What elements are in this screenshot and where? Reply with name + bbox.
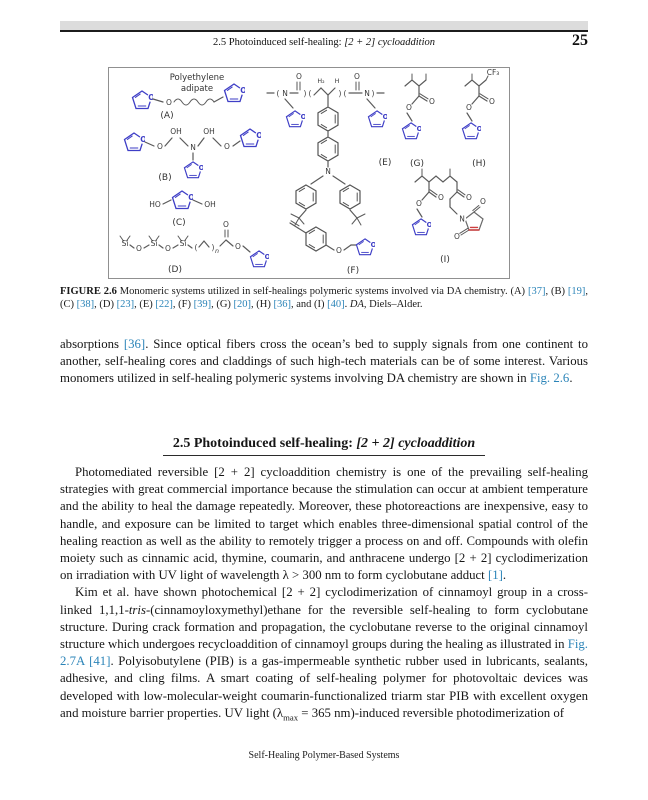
atom-oh: OH xyxy=(203,127,215,136)
citation-link[interactable]: Fig. 2.7A [41] xyxy=(60,637,588,669)
text-segment: , (E) xyxy=(134,299,156,310)
structure-c xyxy=(149,191,216,228)
paragraph-kim-et-al xyxy=(60,584,588,726)
atom-o: O xyxy=(166,98,172,107)
text-segment: , Diels–Alder. xyxy=(363,299,423,310)
text-segment: , (G) xyxy=(211,299,234,310)
atom-h2: H₂ xyxy=(317,78,325,85)
text-segment: , and (I) xyxy=(291,299,328,310)
atom-n: N xyxy=(325,167,331,176)
text-segment: . xyxy=(344,299,350,310)
structure-label-c: (C) xyxy=(172,218,186,228)
atom-o: O xyxy=(480,197,486,206)
atom-oh: OH xyxy=(170,127,182,136)
atom-cf3: CF₃ xyxy=(486,68,500,77)
atom-o: O xyxy=(429,97,435,106)
text-segment: tris xyxy=(128,602,146,617)
section-heading xyxy=(60,434,588,456)
citation-link[interactable]: [36] xyxy=(123,337,146,351)
text-segment: . xyxy=(502,568,507,583)
citation-link[interactable]: [23] xyxy=(116,299,135,310)
text-segment: , (F) xyxy=(172,299,194,310)
citation-link[interactable]: Fig. 2.6 xyxy=(529,371,570,386)
text-segment: 2.5 Photoinduced self-healing: xyxy=(212,37,345,48)
atom-si: Si xyxy=(121,239,129,248)
atom-si: Si xyxy=(179,239,187,248)
paren-open: ( xyxy=(343,89,347,98)
header-bar xyxy=(60,21,588,32)
citation-link[interactable]: [1] xyxy=(487,568,503,583)
text-segment: DA xyxy=(349,299,364,310)
paren-close: ) xyxy=(371,89,375,98)
structure-label-h: (H) xyxy=(472,159,486,169)
text-segment: max xyxy=(283,712,299,723)
text-segment: -(cinnamoyloxymethyl)ethane for the reversible self-healing to form cyclobutane structure. During crack formation and propagation, the cyclobutane reverse to the original cinnamoyl structure which undergoes recycloaddition of cinnamoyl groups during the healing as illustrated in xyxy=(60,602,588,652)
annotation-adipate: adipate xyxy=(180,84,214,94)
paren-open: ( xyxy=(194,243,198,252)
structure-h xyxy=(462,68,499,169)
text-segment: . xyxy=(569,371,573,386)
figure-caption xyxy=(60,285,588,311)
body-text xyxy=(60,464,588,727)
running-head xyxy=(60,37,588,48)
paragraph-absorptions xyxy=(60,336,588,388)
text-segment: [2 + 2] cycloaddition xyxy=(344,37,436,48)
paren-close: ) xyxy=(211,243,215,252)
structure-label-a: (A) xyxy=(160,111,174,121)
page-number: 25 xyxy=(572,32,588,49)
atom-o: O xyxy=(136,244,142,253)
text-segment: 2.5 Photoinduced self-healing: xyxy=(172,436,357,451)
atom-o: O xyxy=(223,220,229,229)
atom-o: O xyxy=(165,244,171,253)
atom-o: O xyxy=(466,193,472,202)
text-segment: , (C) xyxy=(60,286,589,310)
atom-n: N xyxy=(364,89,370,98)
atom-o: O xyxy=(354,72,360,81)
atom-n: N xyxy=(459,214,465,224)
structure-d xyxy=(120,220,272,275)
structure-label-b: (B) xyxy=(158,173,172,183)
structure-b xyxy=(125,127,264,183)
text-segment: Photomediated reversible [2 + 2] cycloaddition chemistry is one of the prevailing self-healing strategies with great commercial importance because the stimulation can occur at ambient temperature and the ability to heal the damage repeatedly. Moreover, these photoreactions are inexpensive, easy to handle, and exposure can be limited to target which enables three-dimensional spatial control of the healing reaction as well as the ability to remotely trigger a process on and off. Compounds with olefin moiety such as cinnamic acid, thymine, coumarin, and anthracene undergo [2 + 2] cyclodimerization on irradiation with UV light of wavelength λ > 300 nm to form cyclobutane adduct xyxy=(60,465,588,583)
atom-o: O xyxy=(224,142,230,151)
atom-o: O xyxy=(454,232,460,241)
section-heading-text xyxy=(163,436,485,456)
text-segment: FIGURE 2.6 xyxy=(60,286,117,297)
citation-link[interactable]: [36] xyxy=(273,299,291,310)
annotation-polyethylene: Polyethylene xyxy=(169,73,225,83)
text-segment: . Polyisobutylene (PIB) is a gas-impermeable synthetic rubber used in lubricants, sealants, adhesive, and cling films. A smart coating of self-healing polymer for photovoltaic devices was developed with low-molecular-weight coumarin-functionalized triarm star PIB with excellent oxygen and moisture barrier properties. UV light (λ xyxy=(60,654,588,720)
citation-link[interactable]: [40] xyxy=(327,299,345,310)
text-segment: [2 + 2] cycloaddition xyxy=(356,436,476,451)
structure-g xyxy=(402,74,435,169)
atom-o: O xyxy=(157,142,163,151)
atom-o: O xyxy=(296,72,302,81)
atom-n: N xyxy=(190,143,196,152)
paren-close: ) xyxy=(303,89,307,98)
text-segment: , (B) xyxy=(545,286,568,297)
atom-o: O xyxy=(489,97,495,106)
paragraph-photomediated xyxy=(60,464,588,584)
citation-link[interactable]: [37] xyxy=(527,286,546,297)
structure-i xyxy=(412,169,486,265)
structure-f xyxy=(290,221,378,276)
structure-e xyxy=(267,72,391,225)
page-footer: Self-Healing Polymer-Based Systems xyxy=(248,750,400,761)
citation-link[interactable]: [39] xyxy=(193,299,212,310)
paren-close: ) xyxy=(338,89,342,98)
text-segment: , (D) xyxy=(94,299,117,310)
text-segment: Kim et al. have shown photochemical [2 + 2] cyclodimerization of cinnamoyl group in a cross-linked 1,1,1- xyxy=(60,585,588,617)
citation-link[interactable]: [38] xyxy=(76,299,95,310)
paren-open: ( xyxy=(308,89,312,98)
repeat-n: n xyxy=(215,248,219,255)
text-segment: . Since optical fibers cross the ocean’s bed to supply signals from one continent to another, self-healing cores and claddings of such high-tech materials can be of some interest. Various monomers utilized in self-healing polymeric systems involving DA chemistry are shown in xyxy=(60,337,588,386)
atom-o: O xyxy=(406,103,412,112)
citation-link[interactable]: [22] xyxy=(155,299,173,310)
structure-label-f: (F) xyxy=(346,266,360,276)
atom-h: H xyxy=(334,78,340,85)
paren-open: ( xyxy=(276,89,280,98)
atom-o: O xyxy=(235,242,241,251)
text-segment: Monomeric systems utilized in self-healings polymeric systems involved via DA chemistry. (A) xyxy=(116,286,528,297)
atom-si: Si xyxy=(150,239,158,248)
structure-label-i: (I) xyxy=(440,255,450,265)
text-segment: absorptions xyxy=(60,337,124,351)
atom-o: O xyxy=(466,103,472,112)
atom-n: N xyxy=(282,89,288,98)
text-segment: , (H) xyxy=(251,299,274,310)
atom-o: O xyxy=(438,193,444,202)
atom-oh: OH xyxy=(204,200,216,209)
atom-o: O xyxy=(336,246,342,255)
atom-ho: HO xyxy=(149,200,161,209)
figure-2-6-artwork xyxy=(109,68,509,278)
citation-link[interactable]: [19] xyxy=(567,286,586,297)
text-segment: = 365 nm)-induced reversible photodimerization of xyxy=(298,705,565,720)
structure-label-g: (G) xyxy=(410,159,424,169)
structure-label-d: (D) xyxy=(168,265,182,275)
citation-link[interactable]: [20] xyxy=(233,299,252,310)
figure-panel xyxy=(108,67,510,279)
structure-a xyxy=(133,73,248,121)
structure-label-e: (E) xyxy=(378,158,392,168)
atom-o: O xyxy=(416,199,422,208)
